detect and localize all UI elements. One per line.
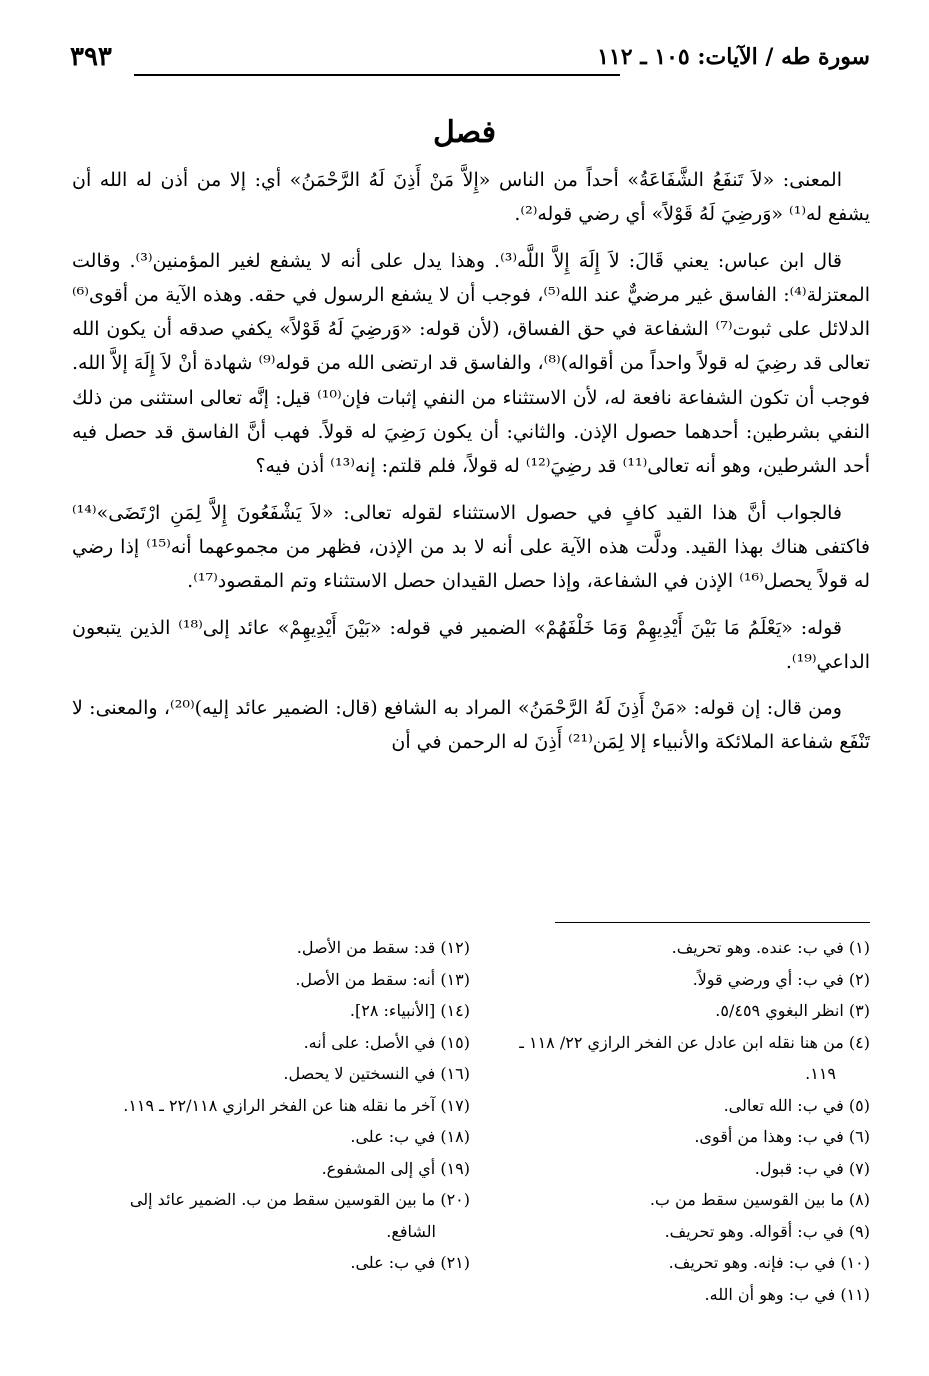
footnote: (٩) في ب: أقواله. وهو تحريف. bbox=[664, 1221, 870, 1241]
footnotes-right-column bbox=[495, 932, 870, 1310]
footnote-rule bbox=[555, 922, 870, 923]
paragraph: المعنى: «لاَ تَنفَعُ الشَّفَاعَةُ» أحداً من الناس «إِلاَّ مَنْ أَذِنَ لَهُ الرَّحْمَنُ» أي: إلا من أذن له الله أن يشفع له⁽¹⁾ «وَرضِيَ لَهُ قَوْلاً» أي رضي قوله⁽²⁾. bbox=[72, 169, 870, 226]
header-title: سورة طه / الآيات: ١٠٥ ـ ١١٢ bbox=[597, 44, 870, 70]
page-number: ٣٩٣ bbox=[70, 42, 112, 72]
footnote: (٢) في ب: أي ورضي قولاً. bbox=[692, 969, 870, 989]
footnote: (١) في ب: عنده. وهو تحريف. bbox=[671, 938, 870, 957]
section-title: فصل bbox=[432, 115, 497, 150]
paragraph: قال ابن عباس: يعني قَالَ: لاَ إِلَهَ إِلاَّ اللَّه⁽³⁾. وهذا يدل على أنه لا يشفع لغير المؤمنين⁽³⁾. وقالت المعتزلة⁽⁴⁾: الفاسق غير مرضيٌّ عند الله⁽⁵⁾، فوجب أن لا يشفع الرسول في حقه. وهذه الآية من أقوى⁽⁶⁾ الدلائل على ثبوت⁽⁷⁾ الشفاعة في حق الفساق، (لأن قوله: «وَرضِيَ لَهُ قَوْلاً» يكفي صدقه أن يكون الله تعالى قد رضِيَ له قولاً واحداً من أقواله)⁽⁸⁾، والفاسق قد ارتضى الله من قوله⁽⁹⁾ شهادة أنْ لاَ إِلَهَ إلاَّ الله. فوجب أن تكون الشفاعة نافعة له، لأن الاستثناء من النفي إثبات فإن⁽¹⁰⁾ قيل: إنَّه تعالى استثنى من ذلك النفي بشرطين: أحدهما حصول الإذن. والثاني: أن يكون رَضِيَ له قولاً. فهب أنَّ الفاسق قد حصل فيه أحد الشرطين، وهو أنه تعالى⁽¹¹⁾ قد رضِيَ⁽¹²⁾ له قولاً، فلم قلتم: إنه⁽¹³⁾ أذن فيه؟ bbox=[72, 249, 870, 478]
footnote: (١٤) [الأنبياء: ٢٨]. bbox=[349, 1001, 470, 1020]
paragraph: فالجواب أنَّ هذا القيد كافٍ في حصول الاستثناء لقوله تعالى: «لاَ يَشْفَعُونَ إِلاَّ لِمَنِ ارْتَضَى»⁽¹⁴⁾ فاكتفى هناك بهذا القيد. ودلَّت هذه الآية على أنه لا بد من الإذن، فظهر من مجموعهما أنه⁽¹⁵⁾ إذا رضي له قولاً يحصل⁽¹⁶⁾ الإذن في الشفاعة، وإذا حصل القيدان حصل الاستثناء وتم المقصود⁽¹⁷⁾. bbox=[72, 501, 870, 593]
footnote: (١١) في ب: وهو أن الله. bbox=[704, 1284, 870, 1304]
footnote: (٢٠) ما بين القوسين سقط من ب. الضمير عائد إلى الشافع. bbox=[129, 1190, 470, 1241]
footnote: (١٧) آخر ما نقله هنا عن الفخر الرازي ٢٢/١١٨ ـ ١١٩. bbox=[123, 1095, 470, 1115]
footnote: (٨) ما بين القوسين سقط من ب. bbox=[649, 1190, 870, 1209]
footnote: (٤) من هنا نقله ابن عادل عن الفخر الرازي ٢٢/ ١١٨ ـ ١١٩. bbox=[519, 1032, 870, 1083]
header-rule bbox=[134, 74, 620, 76]
paragraph: قوله: «يَعْلَمُ مَا بَيْنَ أَيْدِيهِمْ وَمَا خَلْفَهُمْ» الضمير في قوله: «بَيْنَ أَيْدِيهِمْ» عائد إلى⁽¹⁸⁾ الذين يتبعون الداعي⁽¹⁹⁾. bbox=[72, 616, 870, 673]
footnote: (١٢) قد: سقط من الأصل. bbox=[296, 938, 470, 957]
running-header bbox=[70, 40, 870, 80]
paragraph: ومن قال: إن قوله: «مَنْ أَذِنَ لَهُ الرَّحْمَنُ» المراد به الشافع (قال: الضمير عائد إليه)⁽²⁰⁾، والمعنى: لا تَنْفَع شفاعة الملائكة والأنبياء إلا لِمَن⁽²¹⁾ أَذِنَ له الرحمن في أن bbox=[72, 697, 870, 754]
footnote: (١٠) في ب: فإنه. وهو تحريف. bbox=[668, 1253, 870, 1272]
footnote: (٣) انظر البغوي ٥/٤٥٩. bbox=[715, 1001, 870, 1020]
footnote: (٦) في ب: وهذا من أقوى. bbox=[694, 1127, 870, 1146]
footnote: (٢١) في ب: على. bbox=[350, 1253, 470, 1272]
footnote: (١٥) في الأصل: على أنه. bbox=[303, 1032, 470, 1052]
footnote: (٧) في ب: قبول. bbox=[754, 1158, 870, 1178]
footnotes-left-column bbox=[95, 932, 470, 1279]
footnote: (١٨) في ب: على. bbox=[350, 1127, 470, 1146]
footnote: (١٦) في النسختين لا يحصل. bbox=[283, 1064, 470, 1083]
footnote: (١٩) أي إلى المشفوع. bbox=[321, 1158, 470, 1178]
footnotes bbox=[95, 932, 870, 1322]
main-text bbox=[72, 163, 870, 772]
footnote: (١٣) أنه: سقط من الأصل. bbox=[295, 969, 470, 989]
footnote: (٥) في ب: الله تعالى. bbox=[723, 1095, 870, 1115]
